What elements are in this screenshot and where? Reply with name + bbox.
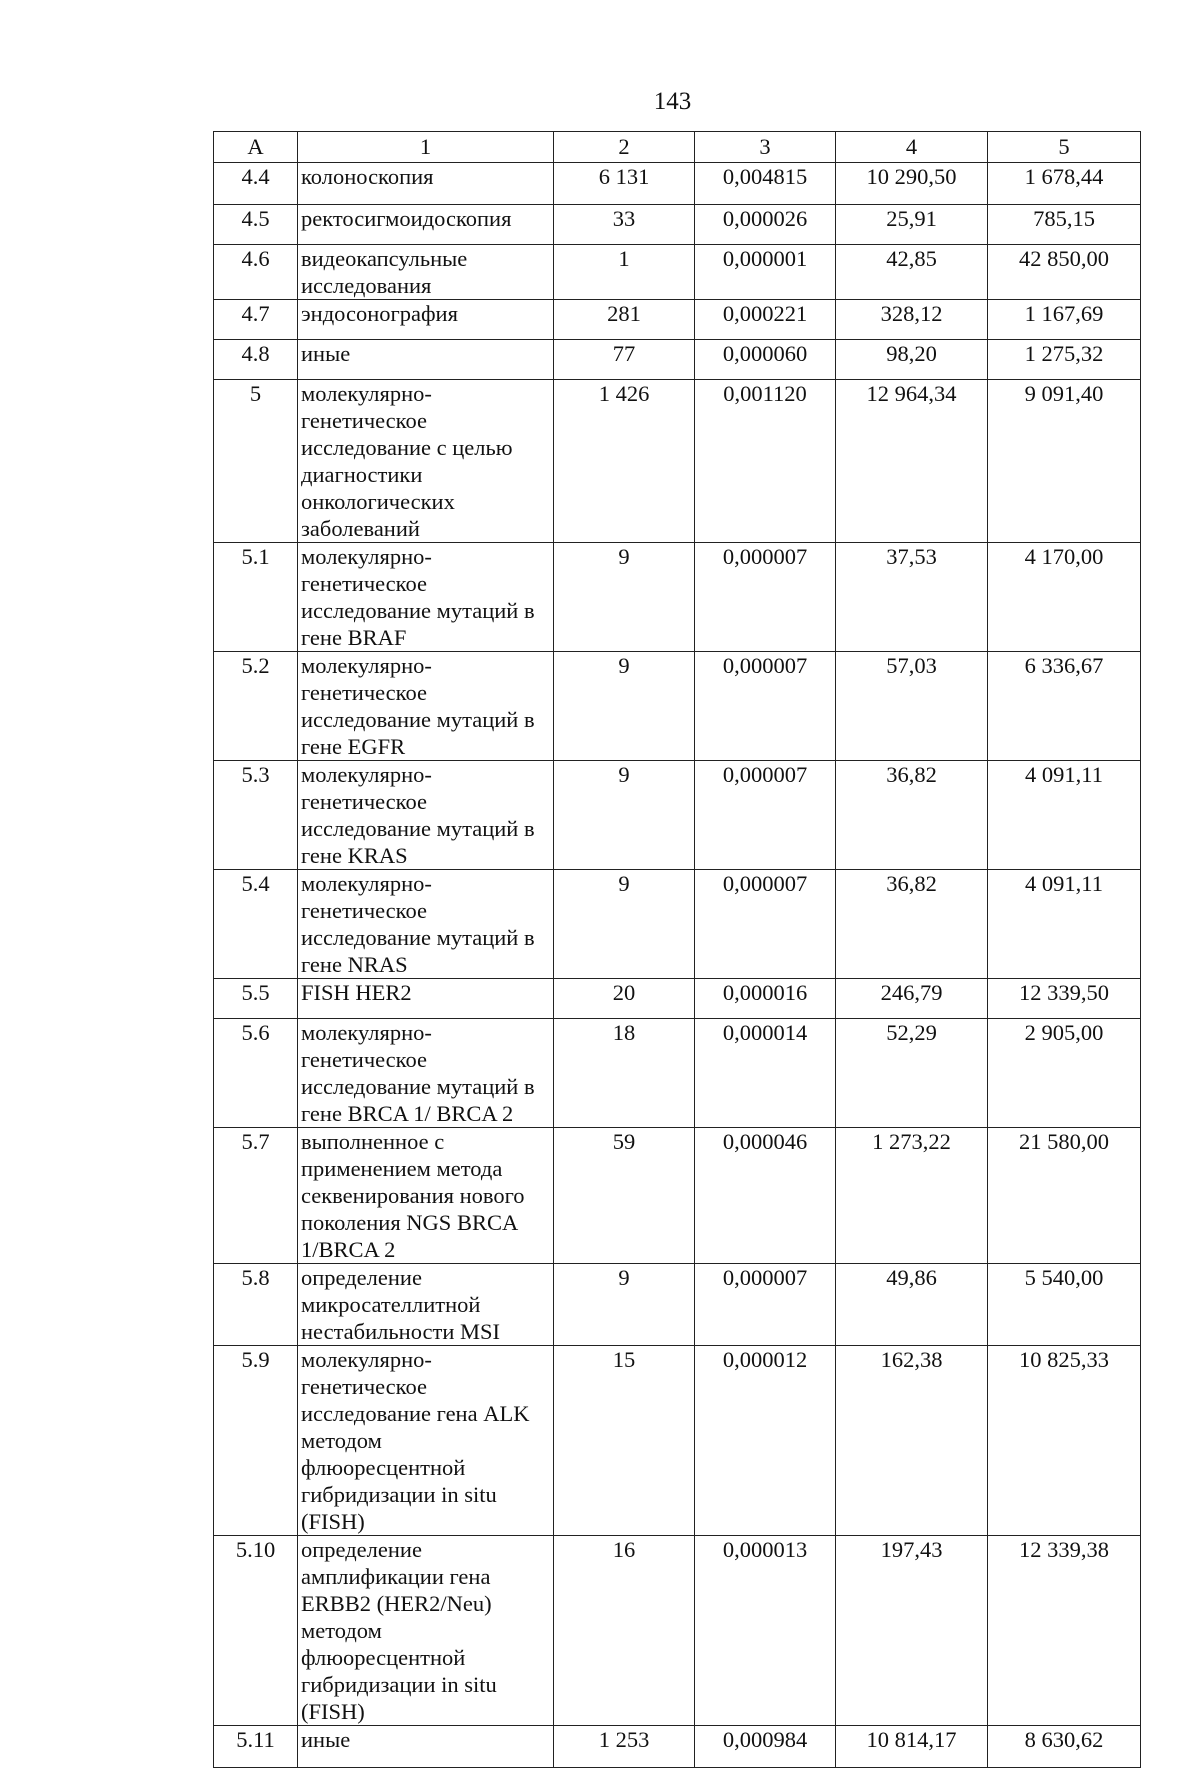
- row-value-col4: 162,38: [836, 1346, 988, 1536]
- row-name: определение амплификации гена ERBB2 (HER2/Neu) методом флюоресцентной гибридизации in situ (FISH): [298, 1536, 554, 1726]
- row-value-col3: 0,000007: [695, 761, 836, 870]
- row-value-col5: 21 580,00: [988, 1128, 1141, 1264]
- row-value-col2: 59: [554, 1128, 695, 1264]
- row-index: 5: [214, 380, 298, 543]
- row-name: эндосонография: [298, 300, 554, 340]
- row-value-col4: 49,86: [836, 1264, 988, 1346]
- row-value-col3: 0,000001: [695, 245, 836, 300]
- row-index: 5.5: [214, 979, 298, 1019]
- table-row: [214, 1726, 1141, 1768]
- row-value-col2: 18: [554, 1019, 695, 1128]
- col-header-4: 4: [836, 132, 988, 163]
- row-value-col3: 0,001120: [695, 380, 836, 543]
- row-name: выполненное с применением метода секвенирования нового поколения NGS BRCA 1/BRCA 2: [298, 1128, 554, 1264]
- row-index: 5.8: [214, 1264, 298, 1346]
- row-value-col2: 1 253: [554, 1726, 695, 1768]
- row-value-col4: 36,82: [836, 870, 988, 979]
- row-value-col3: 0,000007: [695, 1264, 836, 1346]
- row-index: 4.4: [214, 163, 298, 205]
- row-index: 4.8: [214, 340, 298, 380]
- col-header-2: 2: [554, 132, 695, 163]
- table-row: [214, 340, 1141, 380]
- row-name: молекулярно-генетическое исследование мутаций в гене KRAS: [298, 761, 554, 870]
- row-value-col4: 197,43: [836, 1536, 988, 1726]
- table-row: [214, 1536, 1141, 1726]
- row-value-col5: 42 850,00: [988, 245, 1141, 300]
- row-value-col5: 2 905,00: [988, 1019, 1141, 1128]
- row-value-col2: 15: [554, 1346, 695, 1536]
- table-row: [214, 543, 1141, 652]
- data-table: [213, 131, 1141, 1768]
- row-index: 4.6: [214, 245, 298, 300]
- row-value-col3: 0,000046: [695, 1128, 836, 1264]
- row-name: молекулярно-генетическое исследование мутаций в гене BRCA 1/ BRCA 2: [298, 1019, 554, 1128]
- row-name: иные: [298, 340, 554, 380]
- row-value-col3: 0,000007: [695, 543, 836, 652]
- row-value-col5: 1 275,32: [988, 340, 1141, 380]
- col-header-a: А: [214, 132, 298, 163]
- row-value-col2: 1 426: [554, 380, 695, 543]
- row-value-col5: 1 167,69: [988, 300, 1141, 340]
- row-value-col2: 9: [554, 652, 695, 761]
- row-index: 5.9: [214, 1346, 298, 1536]
- table-row: [214, 1128, 1141, 1264]
- row-index: 4.5: [214, 205, 298, 245]
- row-value-col2: 77: [554, 340, 695, 380]
- row-name: молекулярно-генетическое исследование мутаций в гене NRAS: [298, 870, 554, 979]
- row-value-col5: 12 339,38: [988, 1536, 1141, 1726]
- row-value-col4: 36,82: [836, 761, 988, 870]
- row-value-col5: 12 339,50: [988, 979, 1141, 1019]
- table-row: [214, 245, 1141, 300]
- row-index: 5.4: [214, 870, 298, 979]
- header-row: [214, 132, 1141, 163]
- row-value-col5: 4 091,11: [988, 870, 1141, 979]
- row-value-col5: 4 091,11: [988, 761, 1141, 870]
- row-value-col5: 4 170,00: [988, 543, 1141, 652]
- row-value-col5: 8 630,62: [988, 1726, 1141, 1768]
- table-row: [214, 1264, 1141, 1346]
- row-value-col5: 785,15: [988, 205, 1141, 245]
- row-value-col3: 0,000984: [695, 1726, 836, 1768]
- row-index: 5.6: [214, 1019, 298, 1128]
- row-value-col4: 1 273,22: [836, 1128, 988, 1264]
- row-value-col2: 1: [554, 245, 695, 300]
- row-value-col4: 246,79: [836, 979, 988, 1019]
- row-value-col3: 0,000221: [695, 300, 836, 340]
- row-value-col5: 6 336,67: [988, 652, 1141, 761]
- row-value-col2: 16: [554, 1536, 695, 1726]
- row-value-col3: 0,000060: [695, 340, 836, 380]
- table-row: [214, 1346, 1141, 1536]
- table-row: [214, 300, 1141, 340]
- row-value-col2: 9: [554, 543, 695, 652]
- row-value-col5: 9 091,40: [988, 380, 1141, 543]
- row-value-col2: 9: [554, 761, 695, 870]
- row-index: 5.2: [214, 652, 298, 761]
- table-row: [214, 380, 1141, 543]
- row-value-col4: 25,91: [836, 205, 988, 245]
- row-value-col3: 0,000016: [695, 979, 836, 1019]
- row-value-col3: 0,000007: [695, 652, 836, 761]
- row-name: молекулярно-генетическое исследование мутаций в гене BRAF: [298, 543, 554, 652]
- row-value-col5: 5 540,00: [988, 1264, 1141, 1346]
- col-header-3: 3: [695, 132, 836, 163]
- row-value-col3: 0,000007: [695, 870, 836, 979]
- table-row: [214, 205, 1141, 245]
- row-value-col4: 10 290,50: [836, 163, 988, 205]
- row-name: молекулярно-генетическое исследование гена ALK методом флюоресцентной гибридизации in situ (FISH): [298, 1346, 554, 1536]
- row-index: 4.7: [214, 300, 298, 340]
- row-value-col4: 98,20: [836, 340, 988, 380]
- table-row: [214, 870, 1141, 979]
- row-value-col2: 9: [554, 1264, 695, 1346]
- row-name: молекулярно-генетическое исследование с целью диагностики онкологических заболеваний: [298, 380, 554, 543]
- table-row: [214, 163, 1141, 205]
- page-number: 143: [653, 88, 692, 115]
- row-index: 5.11: [214, 1726, 298, 1768]
- row-value-col2: 9: [554, 870, 695, 979]
- row-name: определение микросателлитной нестабильности MSI: [298, 1264, 554, 1346]
- table-row: [214, 652, 1141, 761]
- row-name: колоноскопия: [298, 163, 554, 205]
- row-value-col4: 52,29: [836, 1019, 988, 1128]
- row-name: молекулярно-генетическое исследование мутаций в гене EGFR: [298, 652, 554, 761]
- row-value-col2: 20: [554, 979, 695, 1019]
- col-header-5: 5: [988, 132, 1141, 163]
- row-name: иные: [298, 1726, 554, 1768]
- col-header-1: 1: [298, 132, 554, 163]
- row-value-col3: 0,000012: [695, 1346, 836, 1536]
- row-name: FISH HER2: [298, 979, 554, 1019]
- row-value-col4: 42,85: [836, 245, 988, 300]
- row-value-col2: 33: [554, 205, 695, 245]
- row-value-col3: 0,000013: [695, 1536, 836, 1726]
- table-row: [214, 979, 1141, 1019]
- row-value-col2: 6 131: [554, 163, 695, 205]
- row-value-col5: 10 825,33: [988, 1346, 1141, 1536]
- row-index: 5.10: [214, 1536, 298, 1726]
- row-name: ректосигмоидоскопия: [298, 205, 554, 245]
- row-value-col3: 0,000014: [695, 1019, 836, 1128]
- table-row: [214, 761, 1141, 870]
- row-value-col4: 328,12: [836, 300, 988, 340]
- row-value-col4: 37,53: [836, 543, 988, 652]
- row-name: видеокапсульные исследования: [298, 245, 554, 300]
- row-value-col4: 10 814,17: [836, 1726, 988, 1768]
- row-value-col3: 0,000026: [695, 205, 836, 245]
- row-index: 5.7: [214, 1128, 298, 1264]
- row-value-col2: 281: [554, 300, 695, 340]
- table-row: [214, 1019, 1141, 1128]
- row-index: 5.1: [214, 543, 298, 652]
- row-value-col4: 57,03: [836, 652, 988, 761]
- row-value-col3: 0,004815: [695, 163, 836, 205]
- row-value-col5: 1 678,44: [988, 163, 1141, 205]
- row-index: 5.3: [214, 761, 298, 870]
- row-value-col4: 12 964,34: [836, 380, 988, 543]
- table-body: [214, 163, 1141, 1768]
